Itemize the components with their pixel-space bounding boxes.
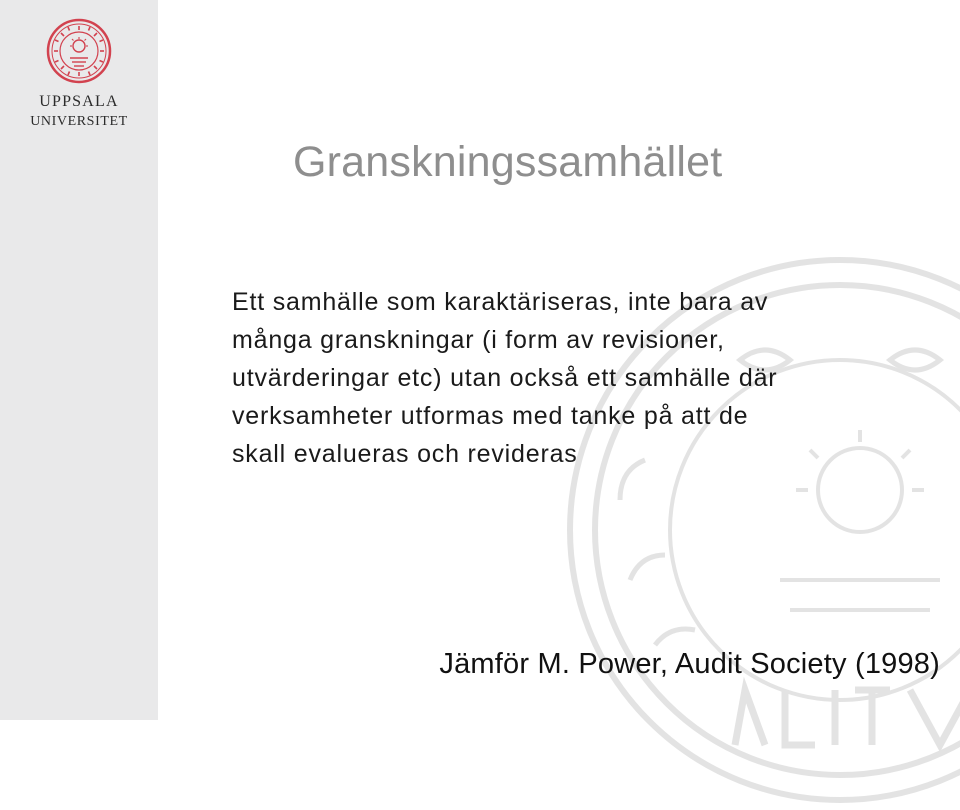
- body-line: utvärderingar etc) utan också ett samhälle där: [232, 364, 778, 392]
- slide-title: Granskningssamhället: [293, 138, 723, 186]
- uppsala-logo: [0, 18, 158, 132]
- slide-body: [232, 283, 902, 473]
- logo-line-universitet: UNIVERSITET: [30, 114, 128, 129]
- body-line: Ett samhälle som karaktäriseras, inte bara av: [232, 288, 769, 316]
- sidebar: [0, 0, 158, 720]
- logo-line-uppsala: UPPSALA: [39, 93, 119, 110]
- university-seal-icon: [46, 18, 112, 84]
- body-line: många granskningar (i form av revisioner,: [232, 326, 725, 354]
- body-line: skall evalueras och revideras: [232, 440, 578, 468]
- reference-citation: Jämför M. Power, Audit Society (1998): [439, 648, 940, 680]
- body-line: verksamheter utformas med tanke på att de: [232, 402, 749, 430]
